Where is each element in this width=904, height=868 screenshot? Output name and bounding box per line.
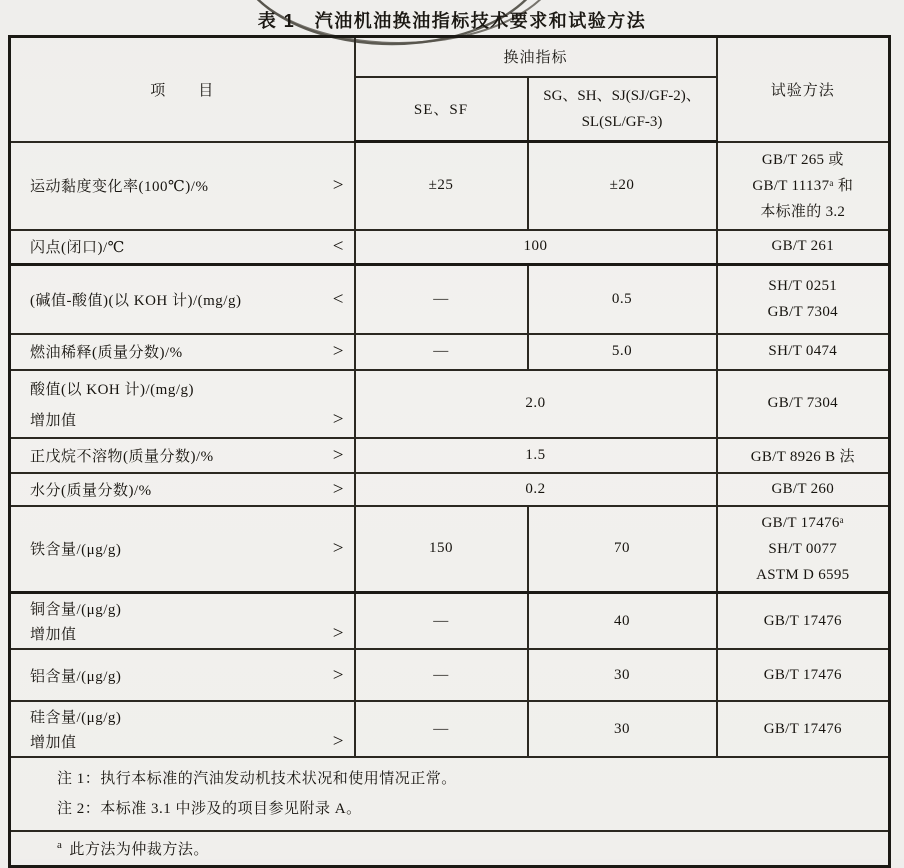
- value-se-sf: —: [355, 265, 528, 334]
- table-row: [10, 593, 890, 650]
- method-cell: GB/T 17476: [717, 593, 890, 650]
- merged-value-cell: 1.5: [355, 438, 717, 473]
- table-row: [10, 265, 890, 334]
- item-label: 酸值(以 KOH 计)/(mg/g): [30, 381, 194, 398]
- item-cell: [10, 370, 355, 438]
- table-row: [10, 370, 890, 438]
- value-se-sf: ±25: [355, 142, 528, 230]
- item-cell: [10, 506, 355, 593]
- method-cell: SH/T 0474: [717, 334, 890, 370]
- comparison-symbol: >: [332, 731, 344, 752]
- value-se-sf: —: [355, 334, 528, 370]
- header-row-group: [10, 37, 890, 77]
- item-cell: [10, 438, 355, 473]
- item-sublabel: 增加值: [30, 627, 77, 643]
- item-label: 铜含量/(μg/g): [30, 602, 122, 618]
- header-sg-sl: [528, 77, 717, 142]
- method-cell: GB/T 261: [717, 230, 890, 265]
- value-se-sf: —: [355, 649, 528, 701]
- item-cell: [10, 649, 355, 701]
- merged-value-cell: 100: [355, 230, 717, 265]
- table-title: 表 1 汽油机油换油指标技术要求和试验方法: [257, 11, 647, 31]
- item-label: 正戊烷不溶物(质量分数)/%: [30, 448, 214, 465]
- comparison-symbol: >: [332, 445, 344, 465]
- value-sg-sl: 30: [528, 701, 717, 757]
- item-label: 水分(质量分数)/%: [30, 482, 152, 499]
- merged-value-cell: 0.2: [355, 473, 717, 506]
- value-sg-sl: 0.5: [528, 265, 717, 334]
- oil-change-indicators-table: [8, 35, 891, 868]
- method-cell: GB/T 7304: [717, 370, 890, 438]
- item-label: 运动黏度变化率(100℃)/%: [30, 179, 209, 195]
- item-cell: [10, 230, 355, 265]
- item-cell: [10, 701, 355, 757]
- header-se-sf: SE、SF: [355, 77, 528, 142]
- comparison-symbol: <: [332, 289, 344, 309]
- item-label: 铝含量/(μg/g): [30, 668, 122, 685]
- item-label: 硅含量/(μg/g): [30, 710, 122, 726]
- header-item-column: 项 目: [10, 37, 355, 142]
- comparison-symbol: >: [332, 623, 344, 644]
- table-row: [10, 506, 890, 593]
- item-label: 燃油稀释(质量分数)/%: [30, 345, 183, 361]
- table-row: [10, 142, 890, 230]
- method-cell: [717, 142, 890, 230]
- method-cell: GB/T 260: [717, 473, 890, 506]
- item-sublabel: 增加值: [30, 412, 77, 429]
- footnote-text: 此方法为仲裁方法。: [69, 841, 209, 858]
- table-notes: [10, 757, 890, 831]
- item-sublabel: 增加值: [30, 735, 77, 751]
- item-label: 铁含量/(μg/g): [30, 542, 122, 559]
- method-line: SH/T 0077: [768, 540, 838, 557]
- method-line: 本标准的 3.2: [760, 203, 846, 220]
- table-row: [10, 701, 890, 757]
- comparison-symbol: >: [332, 479, 344, 499]
- method-line: SH/T 0251: [768, 278, 838, 295]
- table-row: [10, 230, 890, 265]
- comparison-symbol: >: [332, 539, 344, 559]
- item-label: (碱值-酸值)(以 KOH 计)/(mg/g): [30, 292, 242, 309]
- note-line-1: 注 1：执行本标准的汽油发动机技术状况和使用情况正常。: [57, 771, 457, 787]
- notes-row: [10, 757, 890, 831]
- value-sg-sl: ±20: [528, 142, 717, 230]
- method-line: GB/T 265 或: [761, 151, 844, 168]
- method-line: GB/T 11137ᵃ 和: [752, 177, 854, 194]
- table-row: [10, 334, 890, 370]
- method-cell: [717, 506, 890, 593]
- table-row: [10, 438, 890, 473]
- method-cell: GB/T 17476: [717, 649, 890, 701]
- method-line: ASTM D 6595: [756, 566, 850, 583]
- method-cell: [717, 265, 890, 334]
- footnote-row: [10, 831, 890, 866]
- table-footnote: [10, 831, 890, 866]
- header-oil-change-indicators: 换油指标: [355, 37, 717, 77]
- method-line: GB/T 17476ᵃ: [761, 514, 845, 531]
- table-row: [10, 473, 890, 506]
- value-se-sf: —: [355, 593, 528, 650]
- table-row: [10, 649, 890, 701]
- method-cell: GB/T 17476: [717, 701, 890, 757]
- header-sg-line2: SL(SL/GF-3): [581, 113, 663, 130]
- comparison-symbol: <: [332, 237, 344, 257]
- method-cell: GB/T 8926 B 法: [717, 438, 890, 473]
- item-cell: [10, 265, 355, 334]
- item-cell: [10, 142, 355, 230]
- comparison-symbol: >: [332, 175, 344, 196]
- comparison-symbol: >: [332, 665, 344, 685]
- comparison-symbol: >: [332, 341, 344, 362]
- merged-value-cell: 2.0: [355, 370, 717, 438]
- item-cell: [10, 334, 355, 370]
- item-cell: [10, 593, 355, 650]
- method-line: GB/T 7304: [767, 304, 838, 321]
- item-label: 闪点(闭口)/℃: [30, 240, 125, 257]
- value-sg-sl: 70: [528, 506, 717, 593]
- value-sg-sl: 5.0: [528, 334, 717, 370]
- comparison-symbol: >: [332, 409, 344, 429]
- footnote-marker: a: [57, 838, 63, 851]
- value-se-sf: 150: [355, 506, 528, 593]
- value-sg-sl: 30: [528, 649, 717, 701]
- value-sg-sl: 40: [528, 593, 717, 650]
- item-cell: [10, 473, 355, 506]
- header-test-method: 试验方法: [717, 37, 890, 142]
- header-sg-line1: SG、SH、SJ(SJ/GF-2)、: [543, 87, 701, 104]
- note-line-2: 注 2：本标准 3.1 中涉及的项目参见附录 A。: [57, 801, 362, 817]
- value-se-sf: —: [355, 701, 528, 757]
